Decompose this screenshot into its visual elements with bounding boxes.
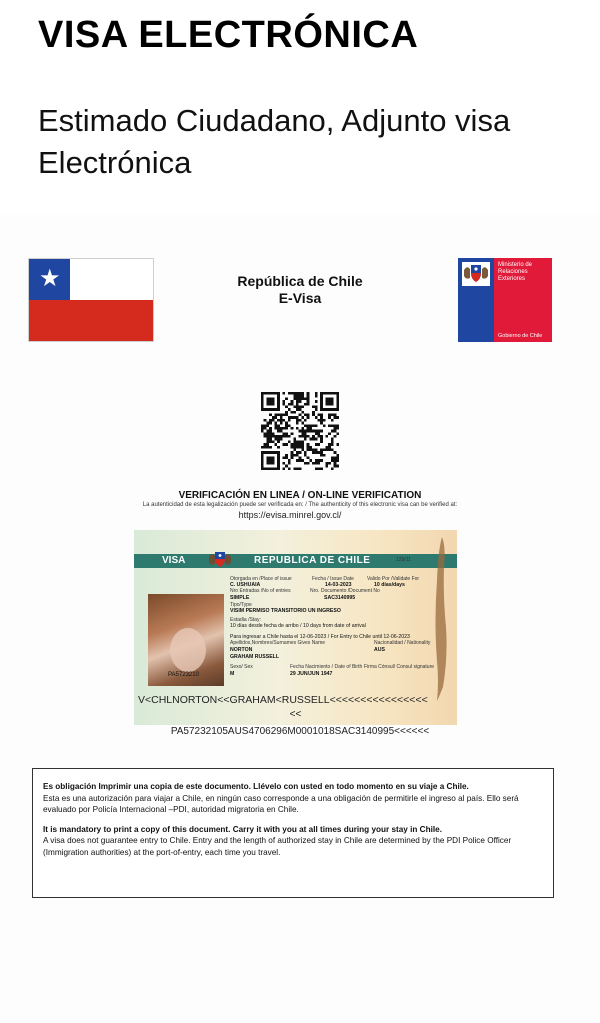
star-icon: ★ bbox=[39, 265, 61, 292]
ministry-footer: Gobierno de Chile bbox=[498, 333, 543, 339]
value-entry-until: Para ingresar a Chile hasta el 12-06-2023 / For Entry to Chile until 12-06-2023 bbox=[230, 634, 410, 640]
page-header bbox=[0, 0, 600, 215]
ministry-logo bbox=[458, 258, 552, 342]
value-entries: SIMPLE bbox=[230, 595, 250, 601]
coat-of-arms-icon bbox=[462, 262, 490, 286]
label-stay: Estadia /Stay: bbox=[230, 617, 261, 623]
notice-en-text: A visa does not guarantee entry to Chile. Entry and the length of authorized stay in Chile are determined by the PDI Police Officer (Immigration authorities) at the port-of-entry, each time you travel. bbox=[43, 836, 512, 857]
label-nationality: Nacionalidad / Nationality bbox=[374, 640, 431, 646]
coat-of-arms-icon bbox=[208, 550, 232, 570]
label-signature: Firma Cónsul/ Consul signature bbox=[364, 664, 435, 670]
visa-band-label: VISA bbox=[162, 555, 186, 566]
verification-url: https://evisa.minrel.gov.cl/ bbox=[238, 510, 342, 520]
label-valid-for: Valido Por /Validate For bbox=[367, 576, 420, 582]
chile-map-icon bbox=[434, 535, 450, 705]
value-surname: NORTON bbox=[230, 647, 253, 653]
mrz-line-1: V<CHLNORTON<<GRAHAM<RUSSELL<<<<<<<<<<<<<<<< bbox=[138, 694, 428, 706]
value-sex: M bbox=[230, 671, 235, 677]
mrz-line-2: << bbox=[289, 709, 302, 720]
mrz-line-3: PA57232105AUS4706296M0001018SAC3140995<<<<<< bbox=[170, 726, 430, 737]
heading-republic: República de Chile bbox=[237, 273, 363, 289]
ministry-line2: Relaciones bbox=[498, 269, 528, 275]
qr-code bbox=[261, 392, 339, 470]
label-type: Tipo/Type bbox=[230, 602, 252, 608]
page-title: VISA ELECTRÓNICA bbox=[38, 14, 419, 56]
visa-number: 129/11 bbox=[396, 557, 411, 563]
ministry-line1: Ministerio de bbox=[498, 262, 533, 268]
notice-box bbox=[32, 768, 554, 898]
page-subtitle: Estimado Ciudadano, Adjunto visa Electrónica bbox=[38, 103, 511, 180]
label-sex: Sexo/ Sex bbox=[230, 664, 253, 670]
value-place-of-issue: C. USHUAIA bbox=[230, 582, 261, 588]
label-issue-date: Fecha / Issue Date bbox=[312, 576, 354, 582]
value-document-no: SAC3140995 bbox=[324, 595, 356, 601]
value-type: VISIM PERMISO TRANSITORIO UN INGRESO bbox=[230, 608, 341, 614]
verification-title: VERIFICACIÓN EN LINEA / ON-LINE VERIFICATION bbox=[178, 490, 422, 501]
notice-en-bold: It is mandatory to print a copy of this document. Carry it with you at all times during your stay in Chile. bbox=[43, 824, 442, 834]
label-place-of-issue: Otorgada en /Place of issue bbox=[230, 576, 292, 582]
notice-es-text: Esta es una autorización para viajar a Chile, en ningún caso corresponde a una obligación de permitirle el ingreso al país. Ello será evaluado por Policía Internacional –PDI, autoridad migratoria en Chile. bbox=[43, 793, 519, 814]
ministry-line3: Exteriores bbox=[498, 276, 526, 282]
visa-band-country: REPUBLICA DE CHILE bbox=[254, 555, 371, 566]
passport-number: PA5723210 bbox=[168, 672, 199, 678]
value-issue-date: 14-03-2023 bbox=[325, 582, 352, 588]
value-given-name: GRAHAM RUSSELL bbox=[230, 654, 279, 660]
label-document-no: Nro. Documento /Document No bbox=[310, 588, 380, 594]
value-nationality: AUS bbox=[374, 647, 385, 653]
value-stay: 10 días desde fecha de arribo / 10 days from date of arrival bbox=[230, 623, 366, 629]
value-dob: 29 JUN/JUN 1947 bbox=[290, 671, 333, 677]
value-valid-for: 10 días/days bbox=[374, 582, 405, 588]
verification-subtitle: La autenticidad de esta legalización puede ser verificada en: / The authenticity of this electronic visa can be verified at: bbox=[142, 502, 458, 508]
label-names: Apellidos,Nombres/Surnames Gives Name bbox=[230, 640, 326, 646]
notice-es-bold: Es obligación Imprimir una copia de este documento. Llévelo con usted en todo momento en su viaje a Chile. bbox=[43, 782, 469, 791]
heading-evisa: E-Visa bbox=[278, 290, 322, 306]
label-dob: Fecha Nacimiento / Date of Birth bbox=[290, 664, 363, 670]
label-entries: Nro Entradas /No of entries bbox=[230, 588, 291, 594]
